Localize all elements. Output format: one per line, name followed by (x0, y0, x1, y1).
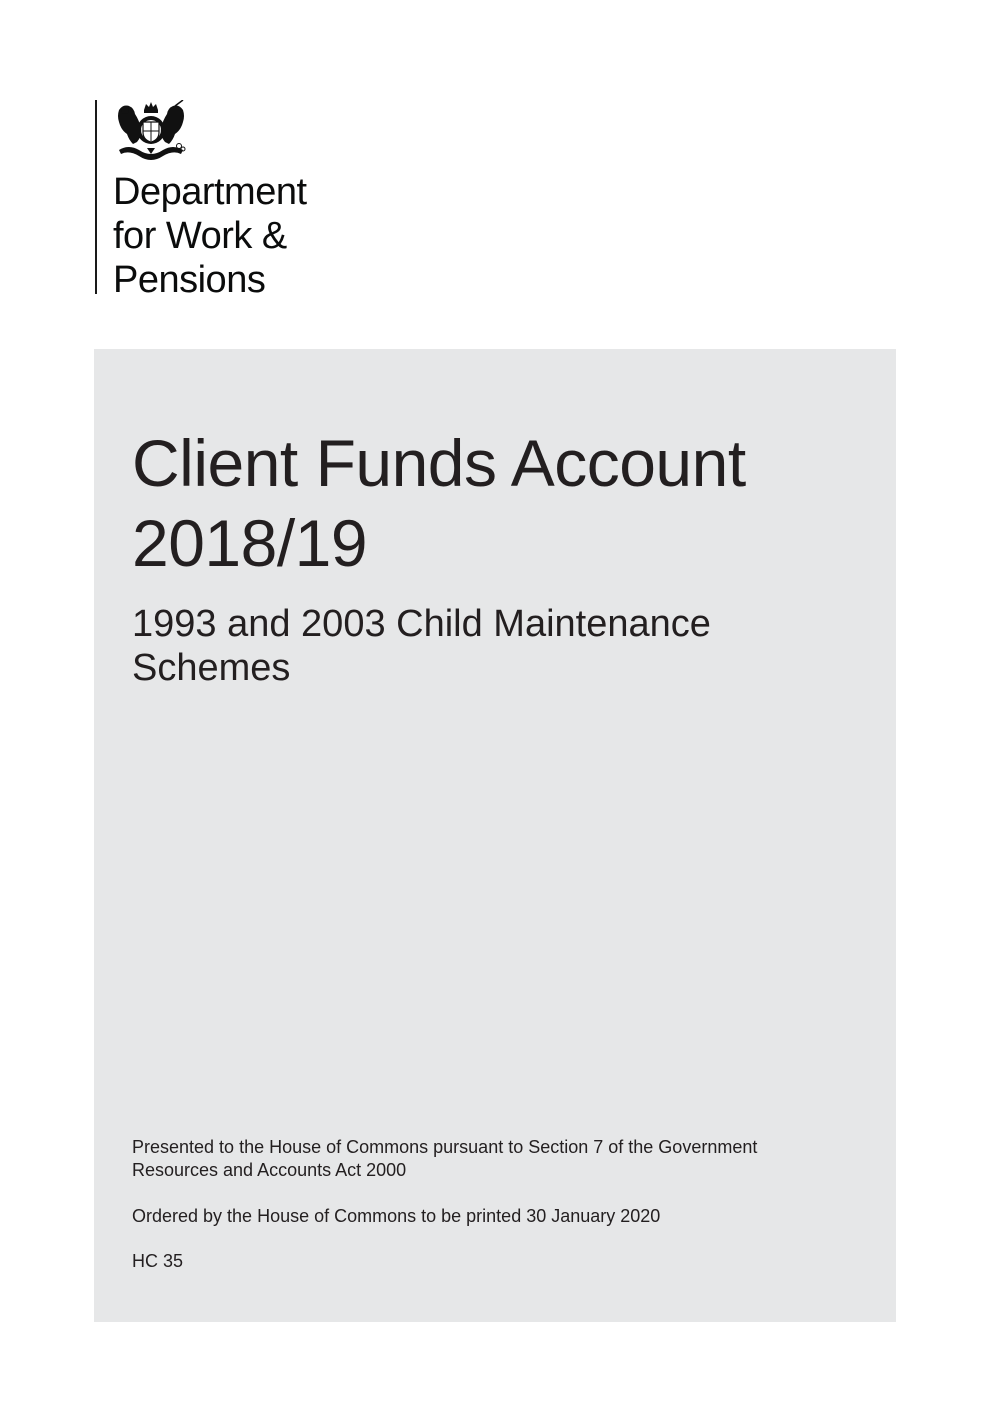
organisation-name (113, 170, 373, 302)
org-name-line-2: for Work & (113, 215, 287, 257)
presented-line-2: Resources and Accounts Act 2000 (132, 1160, 407, 1180)
org-name-line-3: Pensions (113, 259, 266, 301)
document-subtitle (132, 602, 711, 690)
document-title (132, 423, 746, 583)
org-name-line-1: Department (113, 171, 307, 213)
subtitle-line-2: Schemes (132, 647, 291, 689)
cover-panel (94, 349, 896, 1322)
ordered-statement: Ordered by the House of Commons to be printed 30 January 2020 (132, 1206, 661, 1226)
presented-statement (132, 1136, 757, 1182)
dwp-logo (95, 100, 307, 301)
parliamentary-notice (132, 1136, 757, 1273)
subtitle-line-1: 1993 and 2003 Child Maintenance (132, 603, 711, 645)
house-of-commons-paper-number: HC 35 (132, 1251, 184, 1271)
title-line-1: Client Funds Account (132, 426, 746, 500)
title-line-2: 2018/19 (132, 506, 368, 580)
presented-line-1: Presented to the House of Commons pursuant to Section 7 of the Government (132, 1137, 758, 1157)
royal-coat-of-arms-icon (113, 100, 189, 162)
